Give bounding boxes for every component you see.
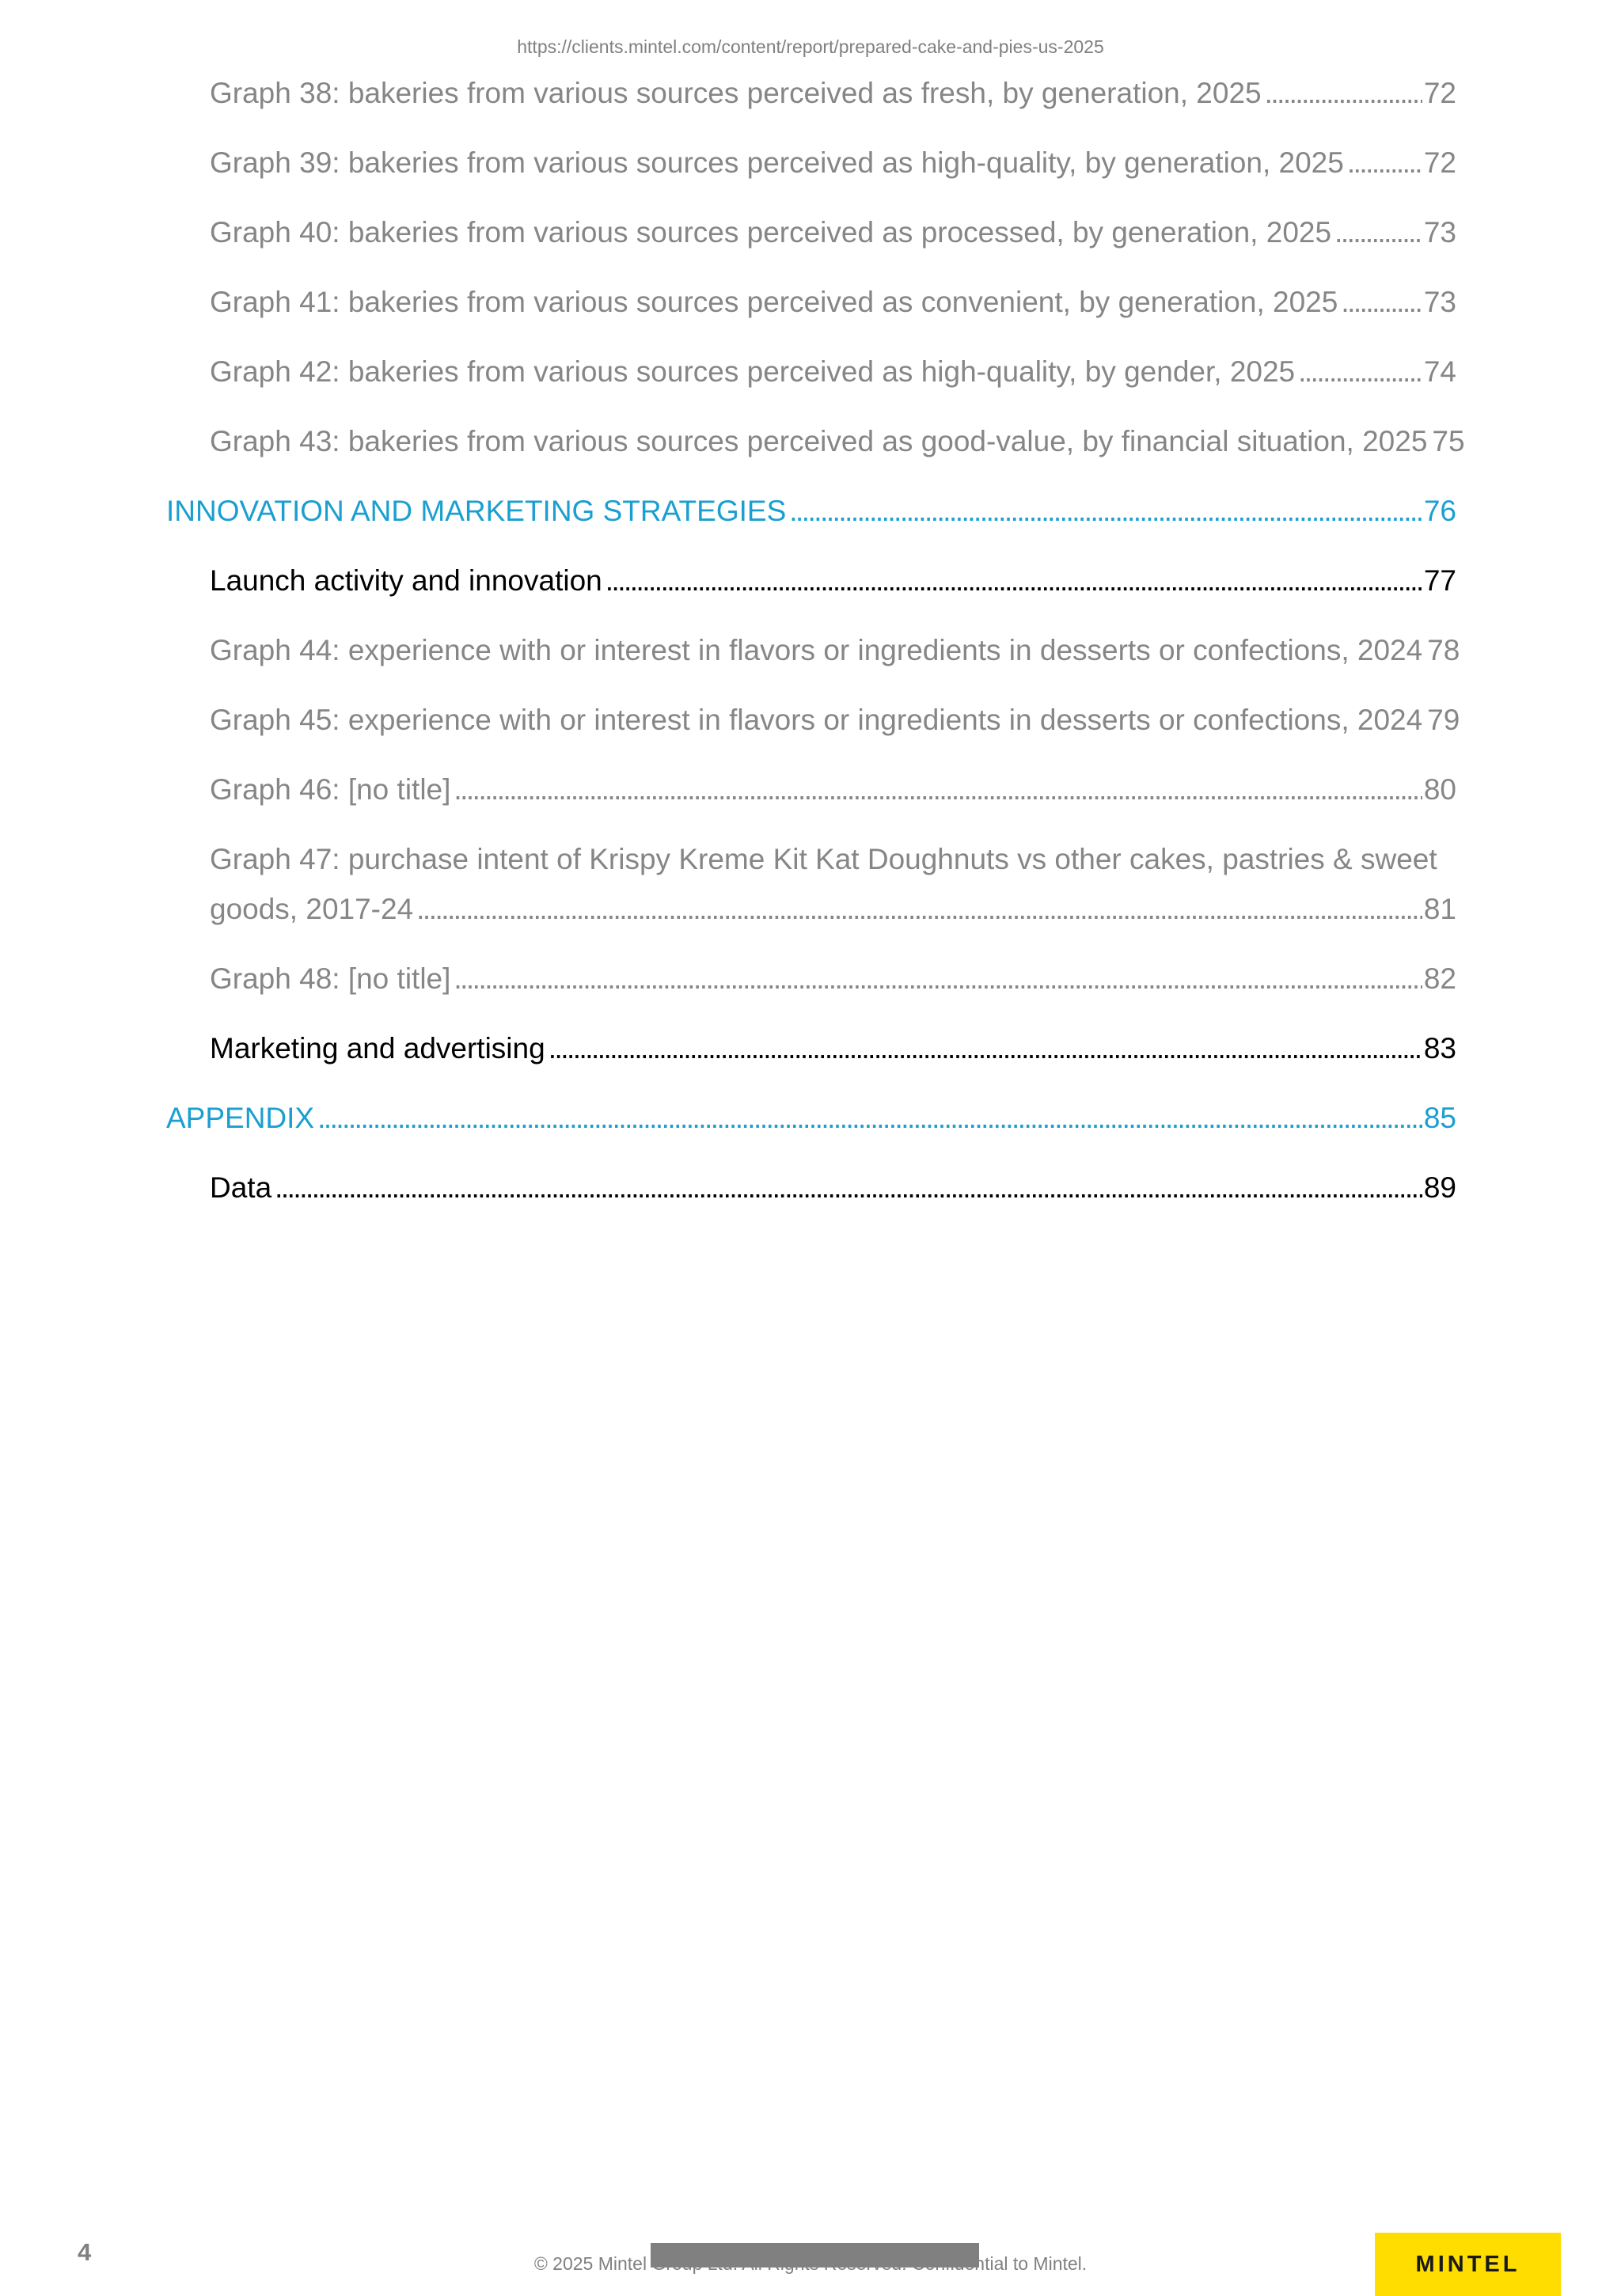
dot-leader: [1298, 353, 1422, 391]
toc-entry-title-line-2: goods, 2017-24: [210, 893, 414, 925]
toc-entry-graph-38[interactable]: [166, 74, 1456, 112]
toc-section-appendix[interactable]: [166, 1099, 1456, 1137]
dot-leader: [275, 1169, 1422, 1207]
toc-entry-graph-41[interactable]: [166, 283, 1456, 321]
toc-entry-graph-44[interactable]: [166, 632, 1460, 670]
toc-entry-graph-42[interactable]: [166, 353, 1456, 391]
toc-subsection-title: Data: [210, 1171, 272, 1204]
toc-entry-graph-46[interactable]: [166, 771, 1456, 809]
toc-entry-graph-47[interactable]: [166, 841, 1456, 928]
toc-entry-page: 79: [1427, 704, 1460, 736]
page-number: 4: [78, 2238, 92, 2266]
toc-entry-title: Graph 38: bakeries from various sources perceived as fresh, by generation, 2025: [210, 77, 1262, 109]
copyright-notice: © 2025 Mintel Group Ltd. All Rights Reserved. Confidential to Mintel.: [533, 2253, 1088, 2274]
toc-entry-title: Graph 40: bakeries from various sources perceived as processed, by generation, 2025: [210, 216, 1332, 249]
dot-leader: [1347, 144, 1422, 182]
dot-leader: [549, 1030, 1422, 1068]
dot-leader: [1341, 283, 1422, 321]
toc-entry-title: Graph 42: bakeries from various sources perceived as high-quality, by gender, 2025: [210, 355, 1296, 388]
toc-entry-graph-39[interactable]: [166, 144, 1456, 182]
dot-leader: [789, 492, 1422, 530]
toc-subsection-data[interactable]: [166, 1169, 1456, 1207]
toc-entry-page: 78: [1427, 634, 1460, 666]
toc-subsection-page: 77: [1423, 564, 1456, 597]
toc-entry-title: Graph 41: bakeries from various sources perceived as convenient, by generation, 2025: [210, 286, 1338, 318]
dot-leader: [317, 1099, 1422, 1137]
toc-section-title: APPENDIX: [166, 1102, 315, 1134]
toc-entry-graph-43[interactable]: [166, 423, 1465, 461]
toc-entry-page: 72: [1423, 77, 1456, 109]
toc-entry-page: 75: [1432, 425, 1465, 457]
report-url: https://clients.mintel.com/content/report/prepared-cake-and-pies-us-2025: [517, 36, 1104, 57]
toc-entry-graph-48[interactable]: [166, 960, 1456, 998]
toc-entry-title: Graph 44: experience with or interest in flavors or ingredients in desserts or confections, 2024: [210, 634, 1423, 666]
dot-leader: [1334, 214, 1422, 252]
toc-subsection-page: 89: [1423, 1171, 1456, 1204]
dot-leader: [606, 562, 1422, 600]
toc-entry-page: 72: [1423, 146, 1456, 179]
toc-entry-title: Graph 48: [no title]: [210, 962, 451, 995]
mintel-logo: MINTEL: [1375, 2233, 1561, 2296]
toc-section-page: 85: [1423, 1102, 1456, 1134]
toc-entry-title: Graph 43: bakeries from various sources perceived as good-value, by financial situation, 2025: [210, 425, 1428, 457]
toc-entry-graph-45[interactable]: [166, 701, 1460, 739]
toc-entry-page: 80: [1423, 773, 1456, 806]
toc-subsection-launch-activity[interactable]: [166, 562, 1456, 600]
dot-leader: [454, 960, 1422, 998]
toc-entry-title: Graph 46: [no title]: [210, 773, 451, 806]
toc-section-title: INNOVATION AND MARKETING STRATEGIES: [166, 495, 787, 527]
toc-entry-title: Graph 47: purchase intent of Krispy Kreme Kit Kat Doughnuts vs other cakes, pastries & sweet: [210, 843, 1437, 875]
toc-subsection-page: 83: [1423, 1032, 1456, 1065]
toc-entry-page: 74: [1423, 355, 1456, 388]
table-of-contents: [166, 74, 1465, 1239]
toc-entry-page: 82: [1423, 962, 1456, 995]
toc-entry-title: Graph 45: experience with or interest in flavors or ingredients in desserts or confections, 2024: [210, 704, 1423, 736]
dot-leader: [416, 890, 1422, 928]
toc-section-page: 76: [1423, 495, 1456, 527]
toc-entry-title-continued: [210, 890, 1456, 928]
toc-subsection-title: Launch activity and innovation: [210, 564, 602, 597]
toc-entry-page: 73: [1423, 216, 1456, 249]
toc-section-innovation[interactable]: [166, 492, 1456, 530]
toc-subsection-marketing[interactable]: [166, 1030, 1456, 1068]
dot-leader: [454, 771, 1422, 809]
toc-subsection-title: Marketing and advertising: [210, 1032, 545, 1065]
toc-entry-page: 81: [1423, 893, 1456, 925]
toc-entry-graph-40[interactable]: [166, 214, 1456, 252]
dot-leader: [1265, 74, 1422, 112]
toc-entry-title: Graph 39: bakeries from various sources perceived as high-quality, by generation, 2025: [210, 146, 1344, 179]
toc-entry-page: 73: [1423, 286, 1456, 318]
